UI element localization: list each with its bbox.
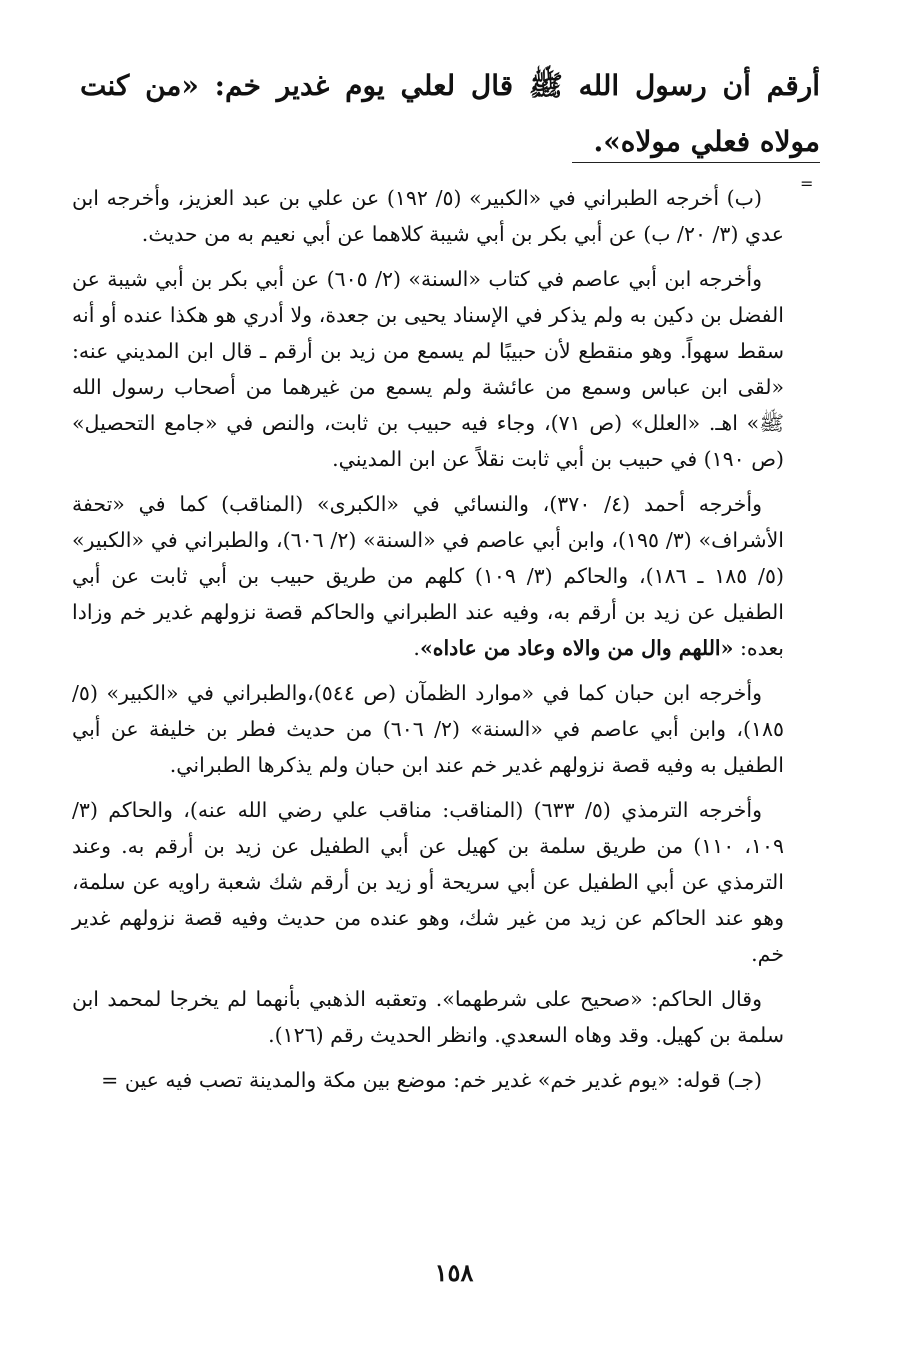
footnote-text: وأخرجه الترمذي (٥/ ٦٣٣) (المناقب: مناقب علي رضي الله عنه)، والحاكم (٣/ ١٠٩، ١١٠) من طريق سلمة بن كهيل عن أبي الطفيل عن زيد بن أرقم به. وعند الترمذي عن أبي الطفيل عن أبي سريحة أو زيد بن أرقم شك شعبة راويه عن سلمة، وهو عند الحاكم عن زيد من غير شك، وهو عنده من حديث وفيه قصة نزولهم غدير خم. [72, 798, 784, 966]
footnote-paragraph [72, 1062, 784, 1098]
footnote-paragraph [72, 675, 784, 783]
footnotes-block [72, 180, 784, 1107]
footnote-bold-quote: «اللهم وال من والاه وعاد من عاداه» [419, 636, 734, 660]
main-text-block [80, 58, 820, 170]
footnote-paragraph [72, 261, 784, 477]
footnote-paragraph [72, 180, 784, 252]
continuation-marker: = [800, 174, 814, 193]
footnote-text: وأخرجه ابن حبان كما في «موارد الظمآن (ص ٥٤٤)،والطبراني في «الكبير» (٥/ ١٨٥)، وابن أبي عاصم في «السنة» (٢/ ٦٠٦) من حديث فطر بن خليفة عن أبي الطفيل به وفيه قصة نزولهم غدير خم عند ابن حبان ولم يذكرها الطبراني. [72, 681, 784, 777]
footnote-paragraph [72, 486, 784, 666]
footnote-text: وأخرجه ابن أبي عاصم في كتاب «السنة» (٢/ ٦٠٥) عن أبي بكر بن أبي شيبة عن الفضل بن دكين به ولم يذكر في الإسناد يحيى بن جعدة، ولا أدري هو هكذا عنده أو أنه سقط سهواً. وهو منقطع لأن حبيبًا لم يسمع من زيد بن أرقم ـ قال ابن المديني عنه: «لقى ابن عباس وسمع من عائشة ولم يسمع من غيرهما من أصحاب رسول الله ﷺ» اهـ. «العلل» (ص ٧١)، وجاء فيه حبيب بن ثابت، والنص في «جامع التحصيل» (ص ١٩٠) في حبيب بن أبي ثابت نقلاً عن ابن المديني. [72, 267, 784, 471]
main-paragraph: أرقم أن رسول الله ﷺ قال لعلي يوم غدير خم: «من كنت مولاه فعلي مولاه». [80, 69, 820, 158]
page-number: ١٥٨ [434, 1258, 474, 1287]
footnote-text: (ب) أخرجه الطبراني في «الكبير» (٥/ ١٩٢) عن علي بن عبد العزيز، وأخرجه ابن عدي (٣/ ٢٠/ ب) عن أبي بكر بن أبي شيبة كلاهما عن أبي نعيم به من حديث. [72, 186, 784, 246]
footnote-text: (جـ) قوله: «يوم غدير خم» غدير خم: موضع بين مكة والمدينة تصب فيه عين = [101, 1068, 762, 1092]
footnote-text: وأخرجه أحمد (٤/ ٣٧٠)، والنسائي في «الكبرى» (المناقب) كما في «تحفة الأشراف» (٣/ ١٩٥)، وابن أبي عاصم في «السنة» (٢/ ٦٠٦)، والطبراني في «الكبير» (٥/ ١٨٥ ـ ١٨٦)، والحاكم (٣/ ١٠٩) كلهم من طريق حبيب بن أبي ثابت عن أبي الطفيل عن زيد بن أرقم به، وفيه عند الطبراني والحاكم قصة نزولهم غدير خم وزادا بعده: [72, 492, 784, 660]
footnote-divider [572, 162, 820, 163]
footnote-text: وقال الحاكم: «صحيح على شرطهما». وتعقبه الذهبي بأنهما لم يخرجا لمحمد ابن سلمة بن كهيل. وقد وهاه السعدي. وانظر الحديث رقم (١٢٦). [72, 987, 784, 1047]
footnote-paragraph [72, 981, 784, 1053]
footnote-text-tail: . [413, 636, 420, 660]
footnote-paragraph [72, 792, 784, 972]
